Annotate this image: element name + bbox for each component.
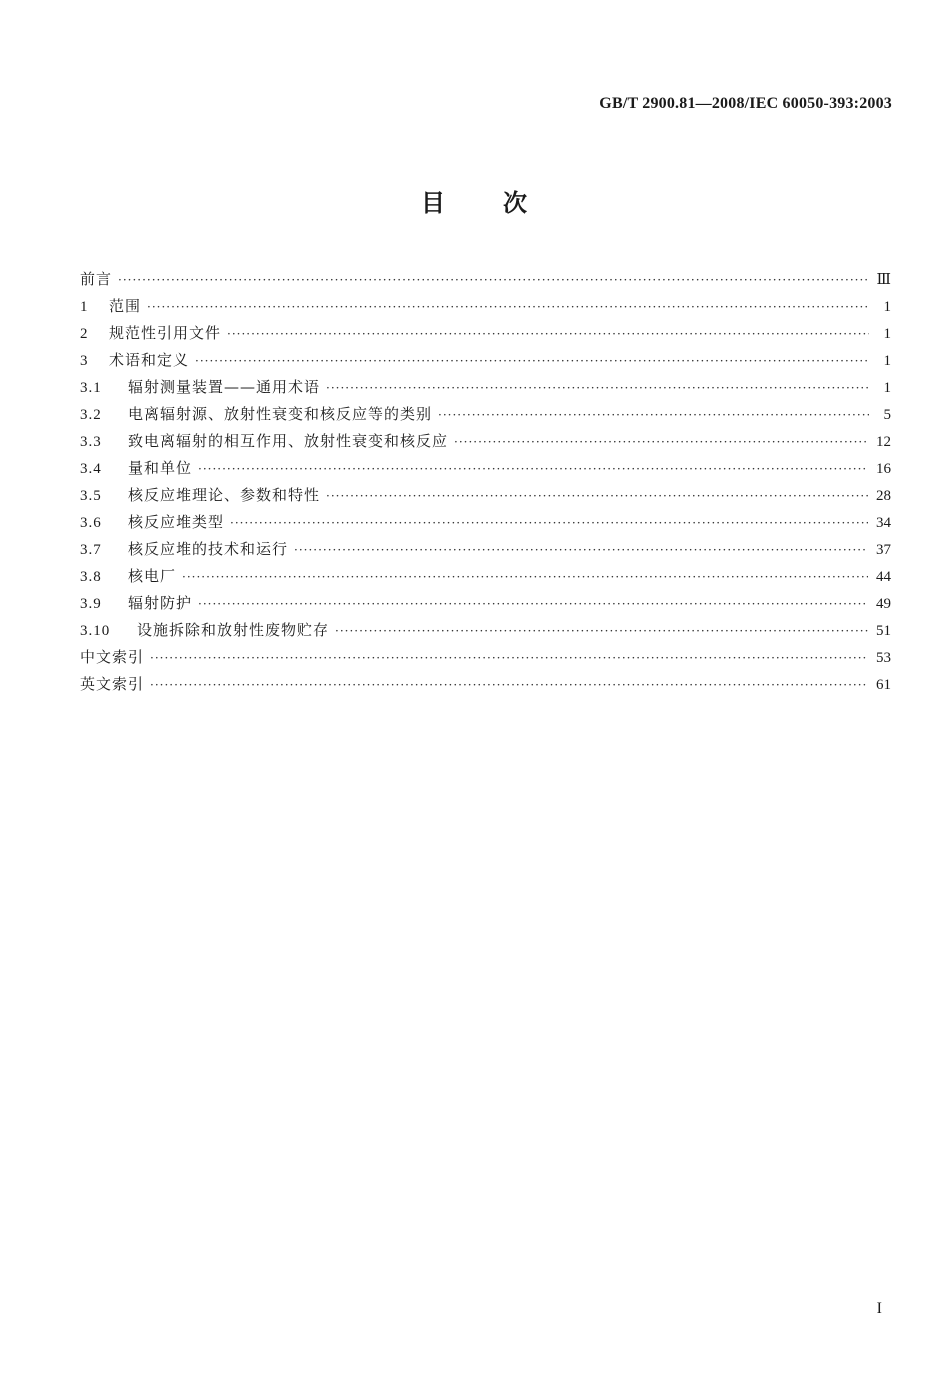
toc-entry-page: Ⅲ: [876, 272, 891, 288]
toc-entry-english-index[interactable]: [80, 671, 891, 698]
page-number: I: [876, 1300, 882, 1317]
toc-entry-number: 3.1: [80, 380, 102, 396]
page-title: [0, 183, 950, 218]
toc-entry-page: 44: [876, 569, 891, 585]
toc-leader-dots: [150, 645, 868, 672]
toc-entry-label: 范围: [109, 297, 142, 315]
toc-entry-number: 1: [80, 299, 89, 315]
toc-entry-label: 量和单位: [128, 459, 193, 477]
toc-leader-dots: [195, 348, 869, 375]
toc-leader-dots: [294, 537, 868, 564]
toc-entry-page: 37: [876, 542, 891, 558]
toc-entry-label: 电离辐射源、放射性衰变和核反应等的类别: [128, 405, 433, 423]
toc-entry-preface[interactable]: [80, 266, 891, 293]
toc-leader-dots: [454, 429, 868, 456]
toc-leader-dots: [198, 591, 868, 618]
toc-leader-dots: [150, 672, 868, 699]
toc-entry-label: 设施拆除和放射性废物贮存: [137, 621, 330, 639]
toc-entry-chinese-index[interactable]: [80, 644, 891, 671]
toc-entry-page: 61: [876, 677, 891, 693]
toc-entry-number: 3.3: [80, 434, 102, 450]
toc-leader-dots: [198, 456, 868, 483]
table-of-contents: [80, 266, 891, 698]
standard-code: GB/T 2900.81—2008/IEC 60050-393:2003: [599, 95, 892, 112]
toc-entry-label: 辐射防护: [128, 594, 193, 612]
toc-entry-3-7[interactable]: [80, 536, 891, 563]
title-char-1: 目: [421, 189, 447, 217]
toc-entry-number: 3.7: [80, 542, 102, 558]
toc-leader-dots: [118, 267, 869, 294]
toc-leader-dots: [230, 510, 868, 537]
toc-entry-3-4[interactable]: [80, 455, 891, 482]
toc-leader-dots: [438, 402, 869, 429]
toc-entry-label: 英文索引: [80, 675, 145, 693]
toc-leader-dots: [335, 618, 868, 645]
toc-entry-2[interactable]: [80, 320, 891, 347]
toc-entry-page: 1: [883, 299, 891, 315]
toc-entry-label: 中文索引: [80, 648, 145, 666]
toc-entry-page: 16: [876, 461, 891, 477]
toc-entry-number: 2: [80, 326, 89, 342]
toc-entry-number: 3.4: [80, 461, 102, 477]
toc-entry-number: 3: [80, 353, 89, 369]
toc-entry-number: 3.9: [80, 596, 102, 612]
toc-entry-label: 前言: [80, 270, 113, 288]
toc-entry-3-1[interactable]: [80, 374, 891, 401]
toc-entry-number: 3.5: [80, 488, 102, 504]
toc-entry-label: 核反应堆类型: [128, 513, 225, 531]
toc-entry-page: 1: [883, 380, 891, 396]
toc-entry-page: 28: [876, 488, 891, 504]
toc-entry-number: 3.10: [80, 623, 111, 639]
title-char-2: 次: [503, 189, 529, 217]
toc-entry-number: 3.2: [80, 407, 102, 423]
toc-entry-label: 规范性引用文件: [109, 324, 222, 342]
toc-entry-page: 12: [876, 434, 891, 450]
toc-entry-label: 术语和定义: [109, 351, 190, 369]
toc-entry-page: 5: [883, 407, 891, 423]
toc-entry-page: 1: [883, 353, 891, 369]
toc-entry-label: 核反应堆理论、参数和特性: [128, 486, 321, 504]
toc-entry-label: 致电离辐射的相互作用、放射性衰变和核反应: [128, 432, 449, 450]
toc-entry-page: 49: [876, 596, 891, 612]
toc-entry-3-8[interactable]: [80, 563, 891, 590]
toc-entry-label: 辐射测量装置——通用术语: [128, 378, 321, 396]
toc-entry-page: 1: [883, 326, 891, 342]
toc-entry-number: 3.8: [80, 569, 102, 585]
toc-entry-3-10[interactable]: [80, 617, 891, 644]
toc-leader-dots: [182, 564, 868, 591]
toc-entry-label: 核反应堆的技术和运行: [128, 540, 289, 558]
toc-entry-number: 3.6: [80, 515, 102, 531]
toc-entry-3-6[interactable]: [80, 509, 891, 536]
toc-leader-dots: [326, 375, 869, 402]
toc-entry-3[interactable]: [80, 347, 891, 374]
toc-entry-page: 34: [876, 515, 891, 531]
toc-entry-page: 51: [876, 623, 891, 639]
toc-entry-3-9[interactable]: [80, 590, 891, 617]
toc-entry-label: 核电厂: [128, 567, 177, 585]
toc-entry-3-2[interactable]: [80, 401, 891, 428]
toc-leader-dots: [326, 483, 868, 510]
toc-entry-1[interactable]: [80, 293, 891, 320]
toc-leader-dots: [147, 294, 869, 321]
toc-entry-page: 53: [876, 650, 891, 666]
toc-entry-3-5[interactable]: [80, 482, 891, 509]
toc-leader-dots: [227, 321, 869, 348]
toc-entry-3-3[interactable]: [80, 428, 891, 455]
